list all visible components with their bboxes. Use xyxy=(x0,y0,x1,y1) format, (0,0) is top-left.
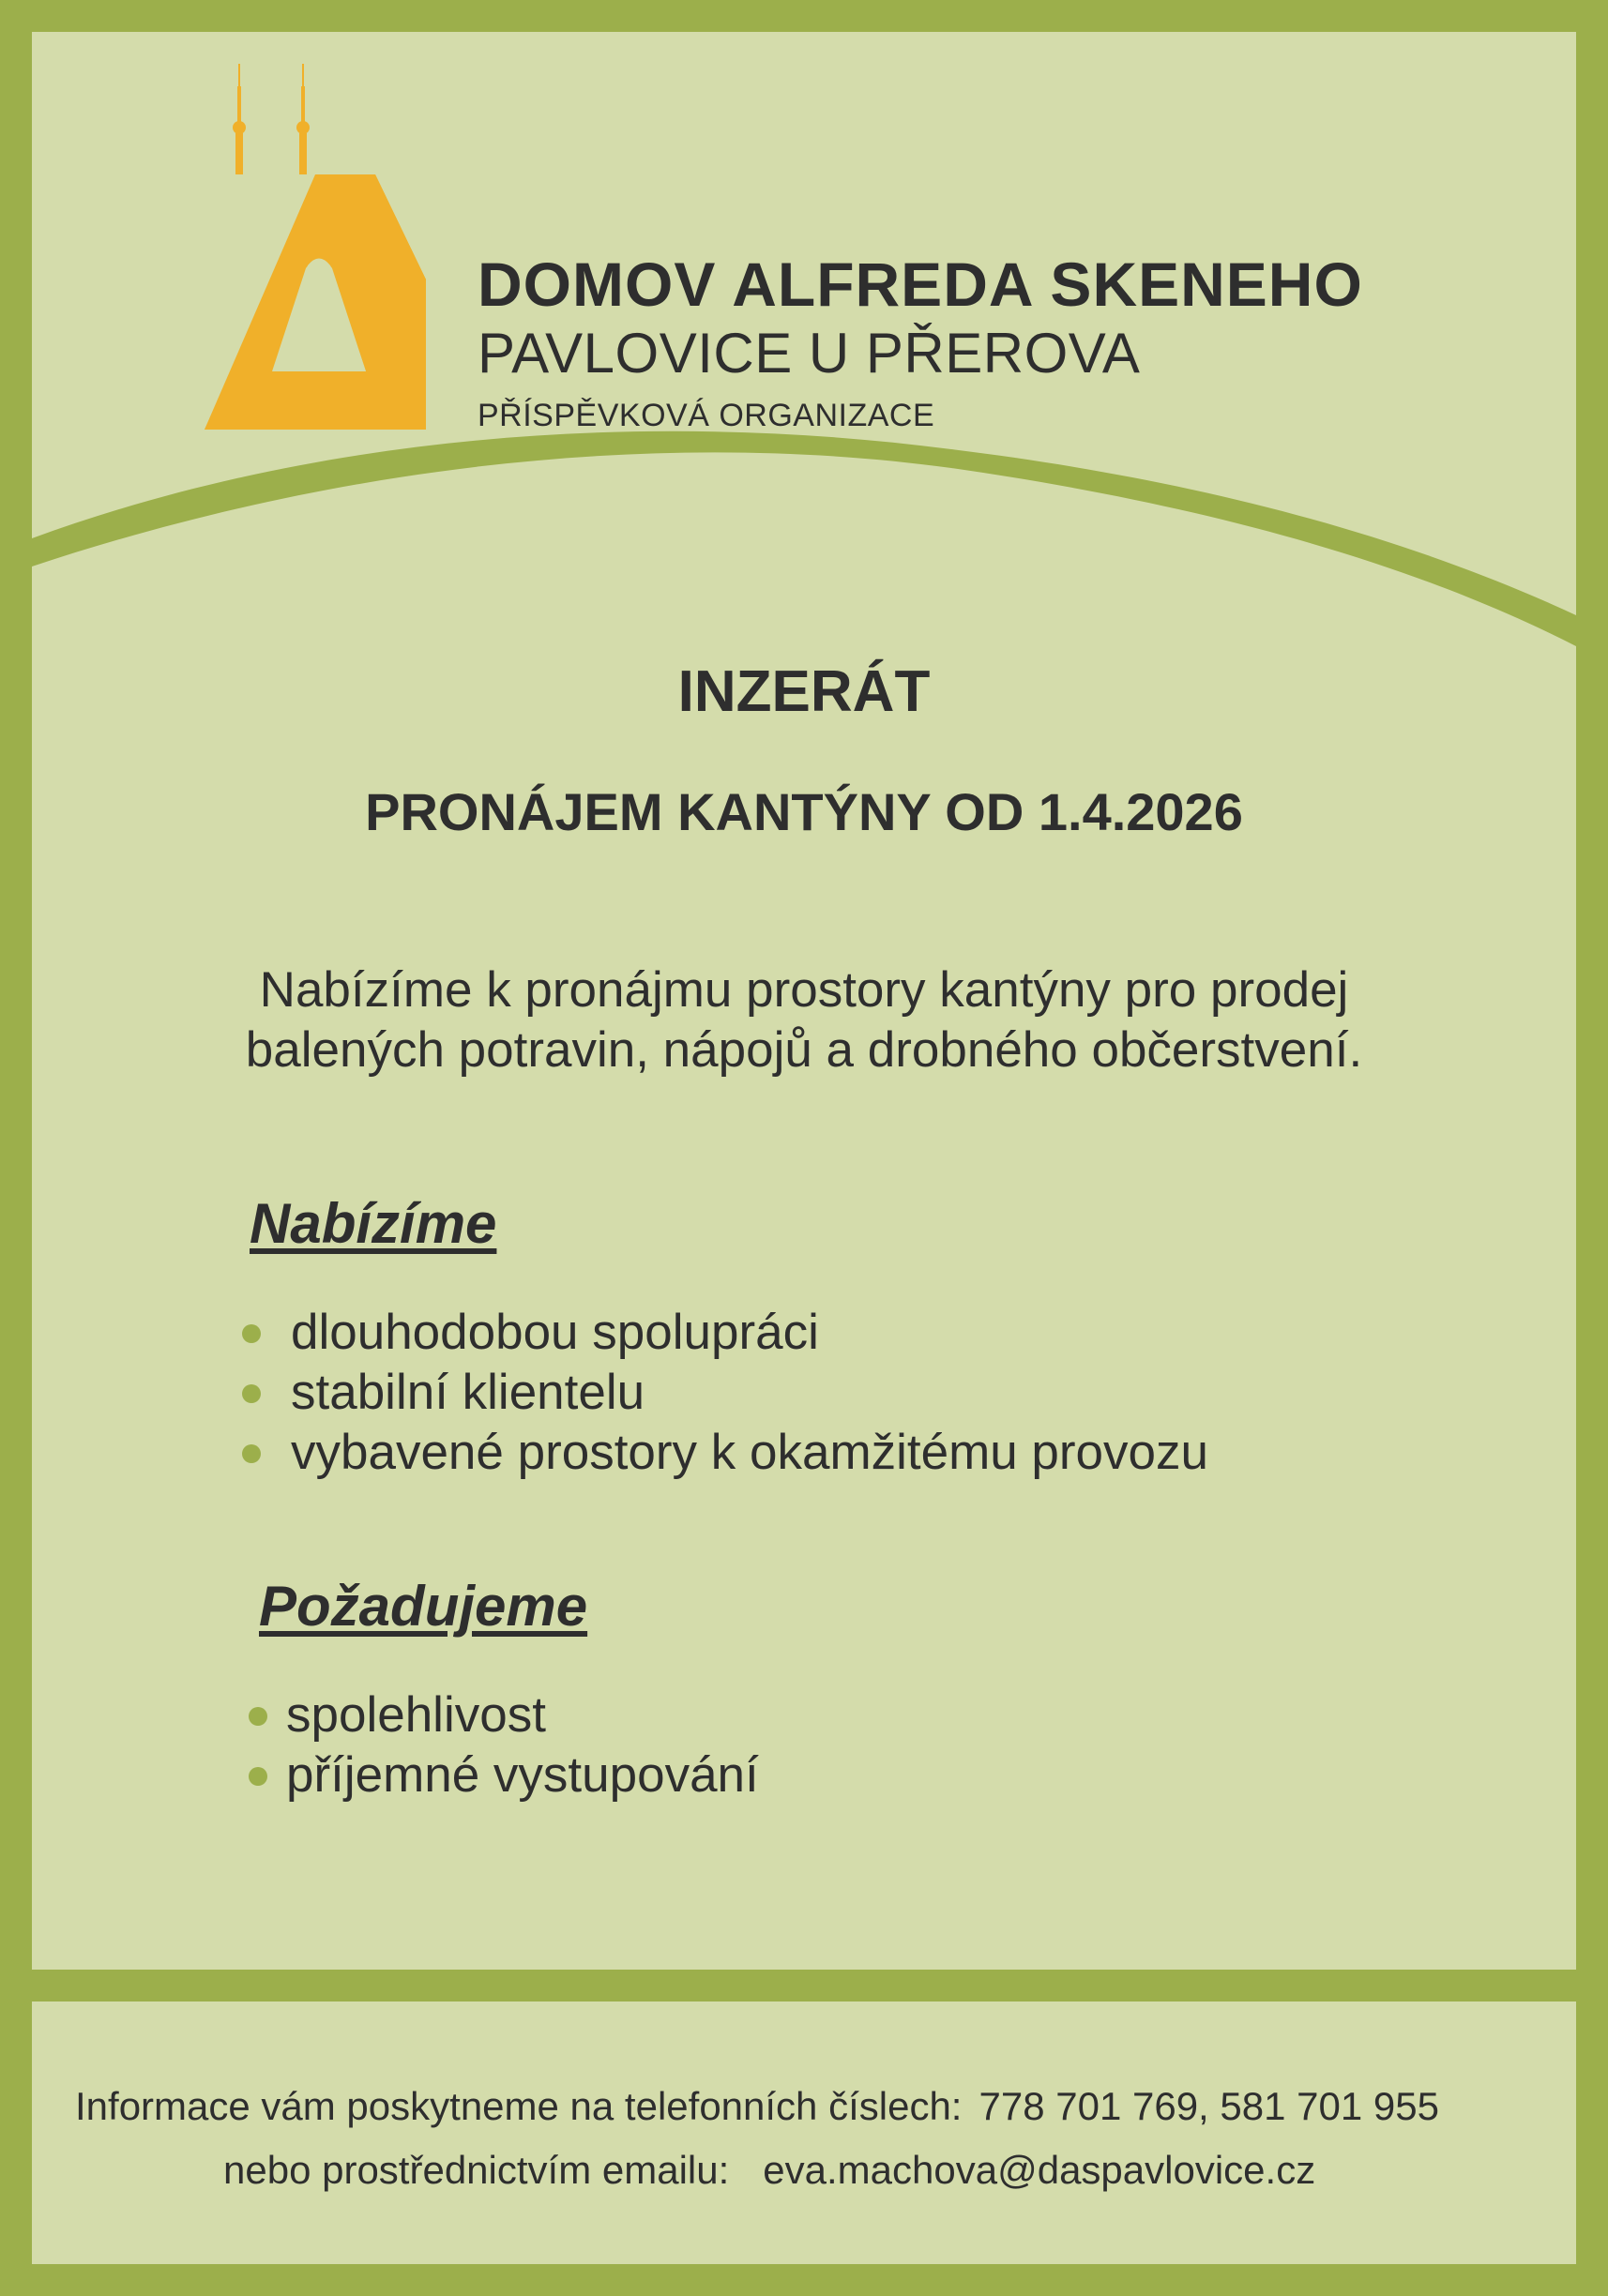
contact-phone-line xyxy=(75,2084,1439,2129)
church-towers-logo-icon xyxy=(205,64,430,435)
contact-email-line xyxy=(223,2148,1315,2193)
phone-numbers: 778 701 769, 581 701 955 xyxy=(978,2084,1439,2128)
notice-subtitle: PRONÁJEM KANTÝNY OD 1.4.2026 xyxy=(365,782,1243,841)
organization-city: PAVLOVICE U PŘEROVA xyxy=(478,322,1141,385)
phone-label: Informace vám poskytneme na telefonních číslech: xyxy=(75,2084,963,2128)
requirements-heading: Požadujeme xyxy=(259,1575,588,1638)
organization-type: PŘÍSPĚVKOVÁ ORGANIZACE xyxy=(478,398,935,433)
notice-title: INZERÁT xyxy=(677,659,931,724)
organization-name: DOMOV ALFREDA SKENEHO xyxy=(478,249,1363,319)
intro-line: balených potravin, nápojů a drobného občerstvení. xyxy=(245,1022,1363,1078)
intro-line: Nabízíme k pronájmu prostory kantýny pro prodej xyxy=(259,962,1349,1018)
list-item-text: vybavené prostory k okamžitému provozu xyxy=(291,1425,1208,1480)
list-item-text: dlouhodobou spolupráci xyxy=(291,1305,819,1360)
offer-heading: Nabízíme xyxy=(250,1192,497,1255)
bullet-icon xyxy=(249,1767,267,1786)
list-item-text: stabilní klientelu xyxy=(291,1365,645,1420)
list-item-text: spolehlivost xyxy=(286,1687,546,1743)
bullet-icon xyxy=(249,1707,267,1726)
bullet-icon xyxy=(242,1444,261,1463)
email-label: nebo prostřednictvím emailu: xyxy=(223,2148,730,2192)
bullet-icon xyxy=(242,1324,261,1343)
bullet-icon xyxy=(242,1384,261,1403)
list-item-text: příjemné vystupování xyxy=(286,1747,759,1803)
email-address: eva.machova@daspavlovice.cz xyxy=(763,2148,1316,2192)
footer-panel xyxy=(32,2001,1576,2264)
